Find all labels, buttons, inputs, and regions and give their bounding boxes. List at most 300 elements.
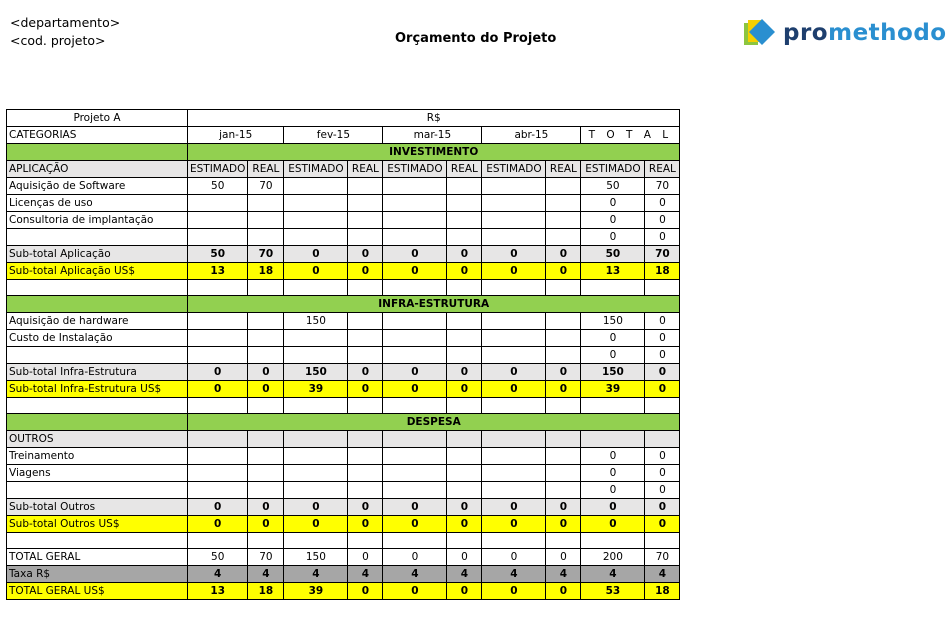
value-cell: 4 <box>348 566 383 583</box>
row-label: Treinamento <box>7 448 188 465</box>
value-cell: 0 <box>581 516 645 533</box>
value-cell <box>248 212 284 229</box>
value-cell <box>284 195 348 212</box>
value-cell: 0 <box>482 246 546 263</box>
value-cell: 0 <box>546 549 581 566</box>
section-header-spacer <box>7 414 188 431</box>
value-cell: 0 <box>482 516 546 533</box>
value-cell <box>546 195 581 212</box>
empty-cell <box>284 431 348 448</box>
value-cell: 0 <box>348 246 383 263</box>
total-geral-usd-row <box>7 583 680 600</box>
value-cell: 70 <box>645 178 680 195</box>
currency-label: R$ <box>188 110 680 127</box>
value-cell <box>546 482 581 499</box>
value-cell: 0 <box>482 499 546 516</box>
empty-cell <box>188 398 248 414</box>
month-header: jan-15 <box>188 127 284 144</box>
value-cell: 0 <box>581 482 645 499</box>
project-row <box>7 110 680 127</box>
row-label: Sub-total Infra-Estrutura <box>7 364 188 381</box>
blank-row <box>7 398 680 414</box>
value-cell <box>447 195 482 212</box>
value-cell: 0 <box>645 448 680 465</box>
value-cell: 0 <box>248 381 284 398</box>
value-cell: 0 <box>348 549 383 566</box>
empty-cell <box>248 431 284 448</box>
group-row <box>7 431 680 448</box>
value-cell: 0 <box>348 516 383 533</box>
subtotal-row <box>7 364 680 381</box>
value-cell <box>482 465 546 482</box>
value-cell <box>248 465 284 482</box>
months-row <box>7 127 680 144</box>
value-cell: 53 <box>581 583 645 600</box>
value-cell <box>188 229 248 246</box>
empty-cell <box>248 398 284 414</box>
empty-cell <box>581 398 645 414</box>
value-cell <box>447 313 482 330</box>
value-cell: 0 <box>383 516 447 533</box>
row-label: TOTAL GERAL US$ <box>7 583 188 600</box>
section-header-spacer <box>7 144 188 161</box>
value-cell: 39 <box>284 381 348 398</box>
document-header <box>10 14 120 50</box>
value-cell: 0 <box>581 195 645 212</box>
row-label: Consultoria de implantação <box>7 212 188 229</box>
value-cell: 0 <box>383 263 447 280</box>
logo-mark-icon <box>743 17 777 49</box>
value-cell <box>284 448 348 465</box>
estimado-header: ESTIMADO <box>284 161 348 178</box>
value-cell <box>482 178 546 195</box>
value-cell: 4 <box>284 566 348 583</box>
value-cell: 0 <box>248 364 284 381</box>
empty-cell <box>348 431 383 448</box>
row-label: TOTAL GERAL <box>7 549 188 566</box>
section-title: INVESTIMENTO <box>188 144 680 161</box>
real-header: REAL <box>546 161 581 178</box>
empty-cell <box>645 431 680 448</box>
value-cell <box>447 448 482 465</box>
value-cell: 0 <box>383 549 447 566</box>
value-cell: 150 <box>284 313 348 330</box>
value-cell <box>546 229 581 246</box>
row-label: Licenças de uso <box>7 195 188 212</box>
month-header: abr-15 <box>482 127 581 144</box>
value-cell: 0 <box>348 381 383 398</box>
value-cell: 0 <box>546 499 581 516</box>
value-cell <box>348 347 383 364</box>
value-cell <box>248 482 284 499</box>
empty-cell <box>284 533 348 549</box>
value-cell <box>383 178 447 195</box>
row-label: Sub-total Aplicação US$ <box>7 263 188 280</box>
item-row <box>7 195 680 212</box>
group-label: OUTROS <box>7 431 188 448</box>
value-cell: 0 <box>581 212 645 229</box>
empty-cell <box>284 280 348 296</box>
value-cell: 0 <box>581 465 645 482</box>
value-cell <box>284 347 348 364</box>
empty-cell <box>383 431 447 448</box>
value-cell: 0 <box>581 330 645 347</box>
value-cell <box>188 465 248 482</box>
row-label: Viagens <box>7 465 188 482</box>
value-cell: 0 <box>284 516 348 533</box>
value-cell: 0 <box>645 465 680 482</box>
value-cell <box>383 195 447 212</box>
value-cell <box>383 347 447 364</box>
value-cell: 18 <box>248 583 284 600</box>
subtotal-row <box>7 246 680 263</box>
value-cell <box>348 212 383 229</box>
value-cell: 0 <box>447 516 482 533</box>
row-label: Sub-total Outros US$ <box>7 516 188 533</box>
empty-cell <box>447 533 482 549</box>
item-row <box>7 448 680 465</box>
row-label: Aquisição de hardware <box>7 313 188 330</box>
value-cell: 0 <box>482 381 546 398</box>
row-label <box>7 229 188 246</box>
value-cell: 0 <box>645 229 680 246</box>
item-row <box>7 229 680 246</box>
value-cell <box>348 330 383 347</box>
promethodo-logo <box>743 17 947 49</box>
blank-row <box>7 280 680 296</box>
value-cell: 0 <box>645 499 680 516</box>
value-cell <box>188 347 248 364</box>
value-cell <box>348 482 383 499</box>
value-cell: 0 <box>645 364 680 381</box>
value-cell: 18 <box>248 263 284 280</box>
column-header-row <box>7 161 680 178</box>
row-label: Custo de Instalação <box>7 330 188 347</box>
value-cell <box>248 229 284 246</box>
value-cell <box>383 482 447 499</box>
value-cell: 70 <box>248 178 284 195</box>
value-cell <box>284 229 348 246</box>
taxa-row <box>7 566 680 583</box>
value-cell <box>447 330 482 347</box>
item-row <box>7 330 680 347</box>
value-cell: 4 <box>447 566 482 583</box>
value-cell: 50 <box>188 246 248 263</box>
value-cell <box>546 212 581 229</box>
empty-cell <box>645 533 680 549</box>
value-cell: 0 <box>546 364 581 381</box>
value-cell: 50 <box>581 246 645 263</box>
value-cell <box>546 465 581 482</box>
real-header: REAL <box>348 161 383 178</box>
value-cell: 0 <box>447 499 482 516</box>
value-cell: 0 <box>546 246 581 263</box>
value-cell: 70 <box>645 246 680 263</box>
estimado-header: ESTIMADO <box>383 161 447 178</box>
empty-cell <box>581 431 645 448</box>
subtotal-usd-row <box>7 516 680 533</box>
empty-cell <box>482 398 546 414</box>
value-cell: 4 <box>248 566 284 583</box>
value-cell <box>482 347 546 364</box>
empty-cell <box>348 280 383 296</box>
empty-cell <box>546 431 581 448</box>
value-cell: 0 <box>383 583 447 600</box>
item-row <box>7 212 680 229</box>
value-cell: 0 <box>188 381 248 398</box>
value-cell: 0 <box>447 381 482 398</box>
value-cell <box>284 178 348 195</box>
value-cell: 0 <box>645 212 680 229</box>
subtotal-usd-row <box>7 381 680 398</box>
value-cell <box>348 465 383 482</box>
section-header-row <box>7 414 680 431</box>
value-cell: 0 <box>645 195 680 212</box>
value-cell <box>188 195 248 212</box>
value-cell <box>188 448 248 465</box>
value-cell <box>383 448 447 465</box>
value-cell: 0 <box>348 583 383 600</box>
value-cell: 0 <box>645 482 680 499</box>
subtotal-usd-row <box>7 263 680 280</box>
value-cell: 0 <box>447 583 482 600</box>
blank-row <box>7 533 680 549</box>
empty-cell <box>188 533 248 549</box>
value-cell <box>348 178 383 195</box>
value-cell: 0 <box>645 381 680 398</box>
empty-cell <box>546 533 581 549</box>
value-cell: 200 <box>581 549 645 566</box>
value-cell <box>482 448 546 465</box>
value-cell: 70 <box>248 549 284 566</box>
section-title: DESPESA <box>188 414 680 431</box>
value-cell: 0 <box>348 499 383 516</box>
empty-cell <box>482 533 546 549</box>
item-row <box>7 465 680 482</box>
value-cell: 0 <box>581 499 645 516</box>
value-cell: 70 <box>248 246 284 263</box>
value-cell <box>188 212 248 229</box>
value-cell <box>188 313 248 330</box>
value-cell: 0 <box>348 364 383 381</box>
empty-cell <box>645 280 680 296</box>
value-cell: 4 <box>383 566 447 583</box>
empty-cell <box>546 280 581 296</box>
value-cell: 39 <box>581 381 645 398</box>
value-cell <box>447 465 482 482</box>
value-cell: 0 <box>645 516 680 533</box>
empty-cell <box>581 533 645 549</box>
value-cell <box>546 347 581 364</box>
value-cell <box>447 229 482 246</box>
value-cell: 0 <box>482 364 546 381</box>
value-cell: 150 <box>581 313 645 330</box>
value-cell <box>248 330 284 347</box>
value-cell <box>284 330 348 347</box>
subtotal-row <box>7 499 680 516</box>
real-header: REAL <box>645 161 680 178</box>
value-cell: 0 <box>645 330 680 347</box>
value-cell <box>188 482 248 499</box>
empty-cell <box>383 280 447 296</box>
item-row <box>7 347 680 364</box>
value-cell: 4 <box>188 566 248 583</box>
value-cell: 0 <box>383 381 447 398</box>
empty-cell <box>383 533 447 549</box>
value-cell: 0 <box>546 381 581 398</box>
empty-cell <box>248 280 284 296</box>
value-cell <box>348 313 383 330</box>
project-name: Projeto A <box>7 110 188 127</box>
value-cell: 0 <box>447 549 482 566</box>
empty-cell <box>284 398 348 414</box>
value-cell: 0 <box>447 263 482 280</box>
page-title: Orçamento do Projeto <box>395 31 557 46</box>
item-row <box>7 482 680 499</box>
value-cell <box>248 347 284 364</box>
value-cell <box>482 195 546 212</box>
row-label: Taxa R$ <box>7 566 188 583</box>
empty-cell <box>248 533 284 549</box>
value-cell: 4 <box>581 566 645 583</box>
row-label: Aquisição de Software <box>7 178 188 195</box>
empty-cell <box>188 431 248 448</box>
value-cell: 0 <box>447 246 482 263</box>
empty-cell <box>188 280 248 296</box>
value-cell: 50 <box>581 178 645 195</box>
value-cell <box>248 313 284 330</box>
month-header: T O T A L <box>581 127 680 144</box>
value-cell: 0 <box>482 263 546 280</box>
item-row <box>7 178 680 195</box>
value-cell: 50 <box>188 549 248 566</box>
empty-cell <box>348 398 383 414</box>
categorias-label: CATEGORIAS <box>7 127 188 144</box>
value-cell <box>248 195 284 212</box>
value-cell: 0 <box>546 516 581 533</box>
value-cell: 0 <box>482 583 546 600</box>
empty-cell <box>447 280 482 296</box>
budget-table <box>6 109 680 600</box>
value-cell <box>284 212 348 229</box>
value-cell: 4 <box>546 566 581 583</box>
value-cell <box>482 313 546 330</box>
row-label: Sub-total Infra-Estrutura US$ <box>7 381 188 398</box>
value-cell: 0 <box>383 364 447 381</box>
value-cell: 0 <box>188 499 248 516</box>
value-cell: 0 <box>447 364 482 381</box>
value-cell: 0 <box>645 347 680 364</box>
value-cell <box>482 330 546 347</box>
empty-cell <box>7 398 188 414</box>
value-cell: 4 <box>645 566 680 583</box>
value-cell: 0 <box>581 229 645 246</box>
value-cell <box>447 482 482 499</box>
value-cell: 0 <box>546 583 581 600</box>
value-cell: 18 <box>645 583 680 600</box>
value-cell: 0 <box>188 516 248 533</box>
month-header: mar-15 <box>383 127 482 144</box>
value-cell <box>348 195 383 212</box>
value-cell: 18 <box>645 263 680 280</box>
value-cell <box>482 229 546 246</box>
empty-cell <box>7 533 188 549</box>
value-cell: 0 <box>482 549 546 566</box>
value-cell: 0 <box>546 263 581 280</box>
logo-wordmark: promethodo <box>783 20 947 46</box>
empty-cell <box>581 280 645 296</box>
empty-cell <box>7 280 188 296</box>
group-label: APLICAÇÃO <box>7 161 188 178</box>
value-cell <box>546 313 581 330</box>
value-cell <box>383 465 447 482</box>
value-cell: 50 <box>188 178 248 195</box>
value-cell: 0 <box>284 263 348 280</box>
cod-projeto-placeholder: <cod. projeto> <box>10 33 106 48</box>
value-cell: 0 <box>383 246 447 263</box>
section-header-row <box>7 144 680 161</box>
value-cell: 0 <box>284 246 348 263</box>
value-cell: 13 <box>188 583 248 600</box>
value-cell: 13 <box>581 263 645 280</box>
value-cell <box>284 482 348 499</box>
value-cell: 0 <box>248 516 284 533</box>
value-cell <box>546 448 581 465</box>
value-cell <box>546 178 581 195</box>
estimado-header: ESTIMADO <box>482 161 546 178</box>
value-cell: 0 <box>581 347 645 364</box>
value-cell: 0 <box>248 499 284 516</box>
empty-cell <box>447 398 482 414</box>
value-cell <box>447 178 482 195</box>
empty-cell <box>482 431 546 448</box>
real-header: REAL <box>248 161 284 178</box>
value-cell: 0 <box>284 499 348 516</box>
value-cell <box>546 330 581 347</box>
value-cell <box>383 330 447 347</box>
value-cell: 70 <box>645 549 680 566</box>
item-row <box>7 313 680 330</box>
value-cell <box>348 448 383 465</box>
value-cell: 0 <box>383 499 447 516</box>
section-header-spacer <box>7 296 188 313</box>
estimado-header: ESTIMADO <box>581 161 645 178</box>
estimado-header: ESTIMADO <box>188 161 248 178</box>
value-cell: 13 <box>188 263 248 280</box>
empty-cell <box>383 398 447 414</box>
value-cell <box>383 313 447 330</box>
value-cell: 4 <box>482 566 546 583</box>
row-label: Sub-total Aplicação <box>7 246 188 263</box>
value-cell <box>248 448 284 465</box>
row-label <box>7 347 188 364</box>
value-cell <box>188 330 248 347</box>
empty-cell <box>348 533 383 549</box>
month-header: fev-15 <box>284 127 383 144</box>
value-cell: 39 <box>284 583 348 600</box>
value-cell <box>348 229 383 246</box>
row-label <box>7 482 188 499</box>
value-cell <box>447 212 482 229</box>
value-cell: 150 <box>581 364 645 381</box>
value-cell <box>447 347 482 364</box>
real-header: REAL <box>447 161 482 178</box>
value-cell: 0 <box>348 263 383 280</box>
value-cell <box>383 229 447 246</box>
value-cell: 0 <box>581 448 645 465</box>
value-cell <box>482 212 546 229</box>
value-cell: 150 <box>284 364 348 381</box>
